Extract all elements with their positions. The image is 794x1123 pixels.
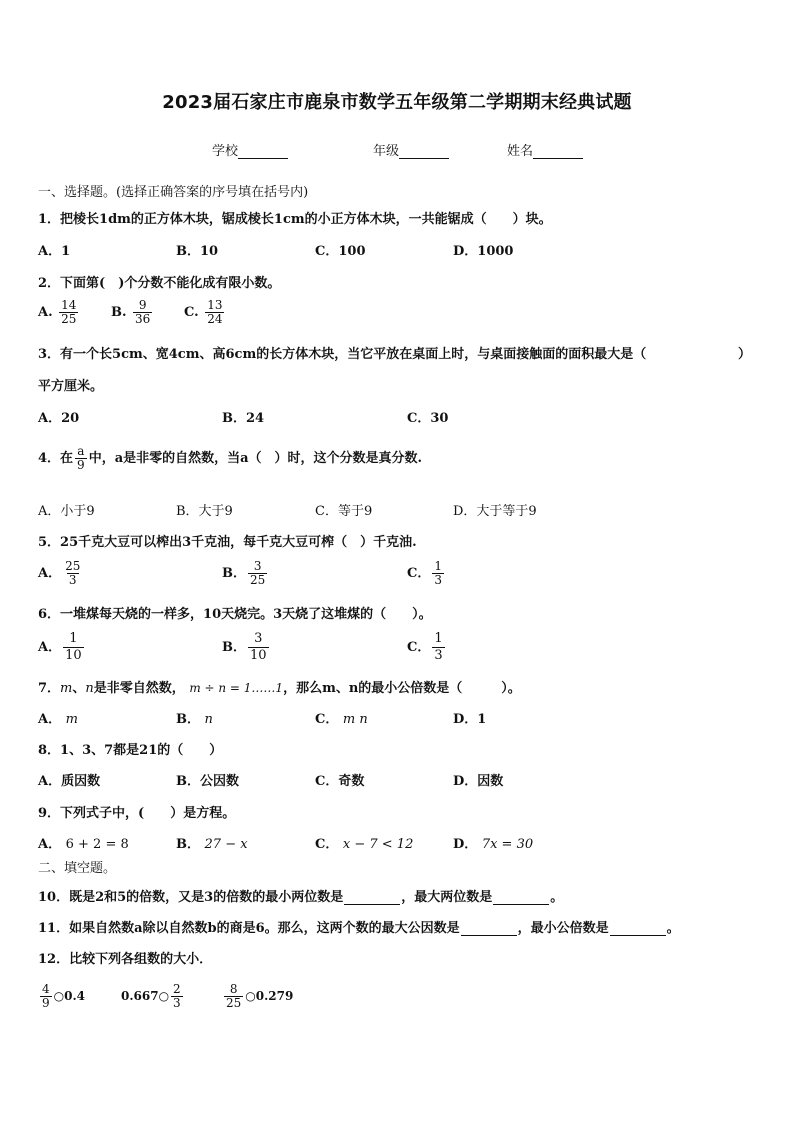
q10-blank-2[interactable] — [493, 892, 549, 905]
q9-d-expr: 7x = 30 — [481, 837, 534, 852]
name-label: 姓名 — [507, 144, 534, 159]
q4-option-c[interactable]: C．等于9 — [315, 504, 373, 519]
q5-option-c[interactable] — [407, 560, 446, 587]
q4-option-a[interactable]: A．小于9 — [38, 504, 95, 519]
q1-option-c[interactable]: C．100 — [315, 244, 366, 259]
q7-option-c[interactable]: C． m n — [315, 712, 368, 727]
q1-option-d[interactable]: D．1000 — [453, 244, 514, 259]
q4-option-d[interactable]: D．大于等于9 — [453, 504, 537, 519]
q2-option-a[interactable] — [38, 299, 80, 326]
q7-pre: 7． — [38, 681, 61, 696]
q6-option-a[interactable] — [38, 631, 86, 664]
q9-option-d[interactable]: D． 7x = 30 — [453, 837, 534, 852]
q5-c-fraction: $\frac{1}{3}$ — [434, 559, 442, 587]
q2-a-fraction: $\frac{14}{25}$ — [61, 298, 77, 326]
q12-i2-fraction: $\frac{2}{3}$ — [173, 982, 181, 1010]
question-7 — [38, 677, 521, 696]
q4-option-b[interactable]: B．大于9 — [176, 504, 233, 519]
q5-a-label: A． — [38, 566, 62, 581]
q6-option-c[interactable] — [407, 631, 447, 664]
q8-option-a[interactable]: A．质因数 — [38, 774, 101, 789]
question-6: 6．一堆煤每天烧的一样多，10天烧完。3天烧了这堆煤的（ ）。 — [38, 607, 432, 622]
name-field[interactable] — [507, 140, 583, 159]
q2-c-fraction: $\frac{13}{24}$ — [207, 298, 223, 326]
q3-option-a[interactable]: A．20 — [38, 411, 80, 426]
school-field[interactable] — [212, 140, 288, 159]
q1-option-a[interactable]: A．1 — [38, 244, 71, 259]
question-3-line-1: 3．有一个长5cm、宽4cm、高6cm的长方体木块，当它平放在桌面上时，与桌面接触面的面积最大是（ — [38, 347, 647, 362]
q2-a-label: A. — [38, 305, 53, 320]
question-11: 11．如果自然数a除以自然数b的商是6。那么，这两个数的最大公因数是 ，最小公倍数是 。 — [38, 921, 680, 936]
q6-b-label: B． — [222, 640, 246, 655]
question-5: 5．25千克大豆可以榨出3千克油，每千克大豆可榨（ ）千克油. — [38, 535, 417, 550]
q9-b-expr: 27 − x — [204, 837, 248, 852]
q1-option-b[interactable]: B．10 — [176, 244, 219, 259]
q2-b-label: B. — [111, 305, 127, 320]
q5-option-a[interactable] — [38, 560, 84, 587]
grade-blank[interactable] — [399, 146, 449, 159]
q7-var-m: m — [60, 681, 73, 696]
question-8: 8．1、3、7都是21的（ ） — [38, 743, 223, 758]
q2-b-fraction: $\frac{9}{36}$ — [135, 298, 151, 326]
question-9: 9．下列式子中，( ）是方程。 — [38, 806, 236, 821]
q6-c-label: C． — [407, 640, 431, 655]
q4-fraction: $\frac{a}{9}$ — [77, 444, 85, 472]
question-2: 2．下面第( )个分数不能化成有限小数。 — [38, 276, 281, 291]
school-label: 学校 — [212, 144, 239, 159]
q4-pre: 4．在 — [38, 451, 74, 466]
q7-var-n: n — [85, 681, 94, 696]
q9-option-c[interactable]: C． x − 7 < 12 — [315, 837, 414, 852]
q7-expression: m ÷ n = 1……1 — [189, 681, 284, 695]
question-4 — [38, 445, 422, 472]
q5-b-fraction: $\frac{3}{25}$ — [250, 559, 266, 587]
page-title: 2023届石家庄市鹿泉市数学五年级第二学期期末经典试题 — [162, 92, 632, 113]
q6-option-b[interactable] — [222, 631, 271, 664]
q8-option-d[interactable]: D．因数 — [453, 774, 504, 789]
school-blank[interactable] — [238, 146, 288, 159]
question-1: 1．把棱长1dm的正方体木块，锯成棱长1cm的小正方体木块，一共能锯成（ ）块。 — [38, 212, 552, 227]
question-12: 12．比较下列各组数的大小． — [38, 952, 213, 967]
q5-a-fraction: $\frac{25}{3}$ — [65, 559, 81, 587]
q8-option-b[interactable]: B．公因数 — [176, 774, 239, 789]
q5-b-label: B． — [222, 566, 246, 581]
q2-option-b[interactable] — [111, 299, 154, 326]
q7-option-d[interactable]: D．1 — [453, 712, 487, 727]
q11-blank-1[interactable] — [461, 923, 517, 936]
q9-c-expr: x − 7 < 12 — [342, 837, 414, 852]
q6-a-fraction: $\frac{1}{10}$ — [65, 631, 82, 663]
q7-mid: 是非零自然数， — [93, 681, 185, 696]
question-3-paren-close: ） — [738, 347, 752, 362]
question-3-line-2: 平方厘米。 — [38, 379, 104, 394]
q9-a-expr: 6 + 2 = 8 — [65, 837, 129, 852]
section-1-heading: 一、选择题。(选择正确答案的序号填在括号内) — [38, 185, 309, 200]
q2-c-label: C. — [184, 305, 199, 320]
grade-field[interactable] — [373, 140, 449, 159]
section-2-heading: 二、填空题。 — [38, 861, 117, 876]
q5-option-b[interactable] — [222, 560, 269, 587]
grade-label: 年级 — [373, 144, 400, 159]
q6-a-label: A． — [38, 640, 62, 655]
q7-b-value: n — [204, 712, 213, 727]
q6-b-fraction: $\frac{3}{10}$ — [250, 631, 267, 663]
q3-option-c[interactable]: C．30 — [407, 411, 449, 426]
q12-item-2[interactable]: 0.667○ $\frac{2}{3}$ — [121, 982, 181, 1010]
q6-c-fraction: $\frac{1}{3}$ — [434, 631, 443, 663]
q9-option-a[interactable]: A． 6 + 2 = 8 — [38, 837, 129, 852]
q12-i1-fraction: $\frac{4}{9}$ — [42, 982, 50, 1010]
q12-item-3[interactable]: $\frac{8}{25}$ ○0.279 — [226, 982, 294, 1010]
q5-c-label: C． — [407, 566, 431, 581]
question-10: 10．既是2和5的倍数，又是3的倍数的最小两位数是 ，最大两位数是 。 — [38, 890, 564, 905]
q12-item-1[interactable]: $\frac{4}{9}$ ○0.4 — [42, 982, 85, 1010]
name-blank[interactable] — [533, 146, 583, 159]
q12-i3-fraction: $\frac{8}{25}$ — [226, 982, 242, 1010]
q7-post: ，那么m、n的最小公倍数是（ ）。 — [283, 681, 521, 696]
q8-option-c[interactable]: C．奇数 — [315, 774, 365, 789]
q7-a-value: m — [65, 712, 78, 727]
q7-option-a[interactable]: A． m — [38, 712, 78, 727]
q7-c-value: m n — [342, 712, 368, 727]
q10-blank-1[interactable] — [344, 892, 400, 905]
q3-option-b[interactable]: B．24 — [222, 411, 265, 426]
q9-option-b[interactable]: B． 27 − x — [176, 837, 248, 852]
q2-option-c[interactable] — [184, 299, 226, 326]
q7-sep: 、 — [72, 681, 86, 696]
q11-blank-2[interactable] — [610, 923, 666, 936]
q4-post: 中，a是非零的自然数，当a（ ）时，这个分数是真分数. — [88, 451, 423, 466]
q7-option-b[interactable]: B． n — [176, 712, 213, 727]
